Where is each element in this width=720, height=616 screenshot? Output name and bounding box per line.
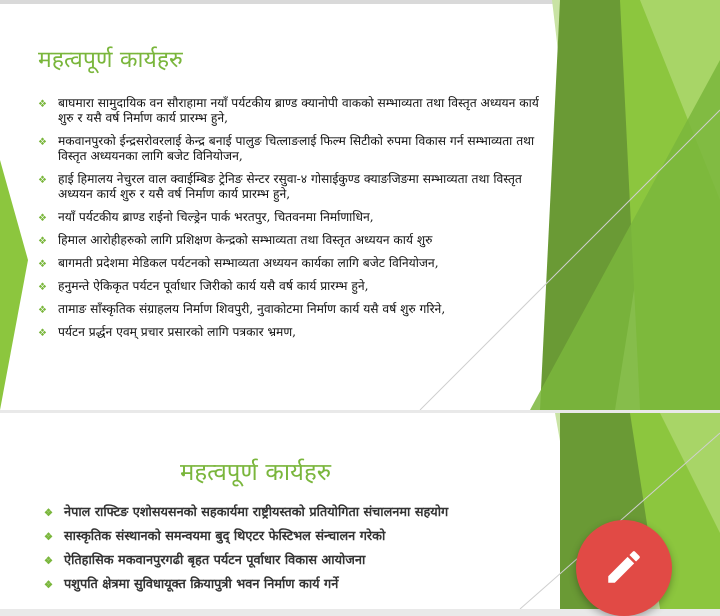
bullet-diamond-icon: ❖: [38, 236, 47, 247]
bullet-diamond-icon: ❖: [38, 137, 47, 148]
list-item: ❖ मकवानपुरको ईन्द्रसरोवरलाई केन्द्र बनाई पालुङ चित्लाङलाई फिल्म सिटीको रुपमा विकास गर्न सम्भाव्यता तथा विस्तृत अध्ययनका लागि बजेट विनियोजन,: [38, 134, 535, 163]
bullet-diamond-icon: ❖: [38, 259, 47, 270]
bullet-diamond-icon: ❖: [44, 580, 53, 591]
list-item: ❖ हनुमन्ते ऐकिकृत पर्यटन पूर्वाधार जिरीको कार्य यसै वर्ष कार्य प्रारम्भ हुने,: [38, 279, 369, 293]
list-item: ❖ नयाँ पर्यटकीय ब्राण्ड राईनो चिल्ड्रेन पार्क भरतपुर, चितवनमा निर्माणाधिन,: [38, 210, 374, 224]
slide-1-bullet-list: [38, 96, 558, 348]
slide-1-title: महत्वपूर्ण कार्यहरु: [38, 47, 183, 73]
list-item: ❖ नेपाल राफ्टिङ एशोसयसनको सहकार्यमा राष्ट्रीयस्तको प्रतियोगिता संचालनमा सहयोग: [44, 505, 449, 520]
list-item: ❖ बाघमारा सामुदायिक वन सौराहामा नयाँ पर्यटकीय ब्राण्ड क्यानोपी वाकको सम्भाव्यता तथा विस्तृत अध्ययन कार्य शुरु र यसै वर्ष निर्माण कार्य प्रारम्भ हुने,: [38, 96, 539, 125]
slide-2-title: महत्वपूर्ण कार्यहरु: [180, 458, 332, 486]
list-item: ❖ पशुपति क्षेत्रमा सुविधायूक्त क्रियापुत्री भवन निर्माण कार्य गर्ने: [44, 577, 339, 592]
list-item: ❖ ऐतिहासिक मकवानपुरगढी बृहत पर्यटन पूर्वाधार विकास आयोजना: [44, 553, 366, 568]
pencil-icon: [603, 546, 645, 588]
slide-2-bullet-list: [44, 505, 564, 601]
list-item: ❖ तामाङ साँस्कृतिक संग्राहलय निर्माण शिवपुरी, नुवाकोटमा निर्माण कार्य यसै वर्ष शुरु गरिने,: [38, 302, 446, 316]
edit-fab-button[interactable]: [576, 520, 672, 616]
bullet-diamond-icon: ❖: [38, 213, 47, 224]
bullet-diamond-icon: ❖: [44, 508, 53, 519]
list-item: ❖ हाई हिमालय नेचुरल वाल क्वाईम्बिङ ट्रेनिङ सेन्टर रसुवा-४ गोसाईकुण्ड क्याङजिङमा सम्भाव्यता तथा विस्तृत अध्ययन कार्य शुरु र यसै वर्ष निर्माण कार्य प्रारम्भ हुने,: [38, 172, 522, 201]
bullet-diamond-icon: ❖: [38, 99, 47, 110]
bullet-diamond-icon: ❖: [38, 282, 47, 293]
bullet-diamond-icon: ❖: [44, 556, 53, 567]
list-item: ❖ हिमाल आरोहीहरुको लागि प्रशिक्षण केन्द्रको सम्भाव्यता तथा विस्तृत अध्ययन कार्य शुरु: [38, 233, 433, 247]
list-item: ❖ बागमती प्रदेशमा मेडिकल पर्यटनको सम्भाव्यता अध्ययन कार्यका लागि बजेट विनियोजन,: [38, 256, 439, 270]
list-item: ❖ सास्कृतिक संस्थानको समन्वयमा बुद् थिएटर फेस्टिभल संन्चालन गरेको: [44, 529, 386, 544]
bullet-diamond-icon: ❖: [38, 305, 47, 316]
list-item: ❖ पर्यटन प्रर्द्धन एवम् प्रचार प्रसारको लागि पत्रकार भ्रमण,: [38, 325, 297, 339]
bullet-diamond-icon: ❖: [38, 328, 47, 339]
bullet-diamond-icon: ❖: [38, 175, 47, 186]
bullet-diamond-icon: ❖: [44, 532, 53, 543]
